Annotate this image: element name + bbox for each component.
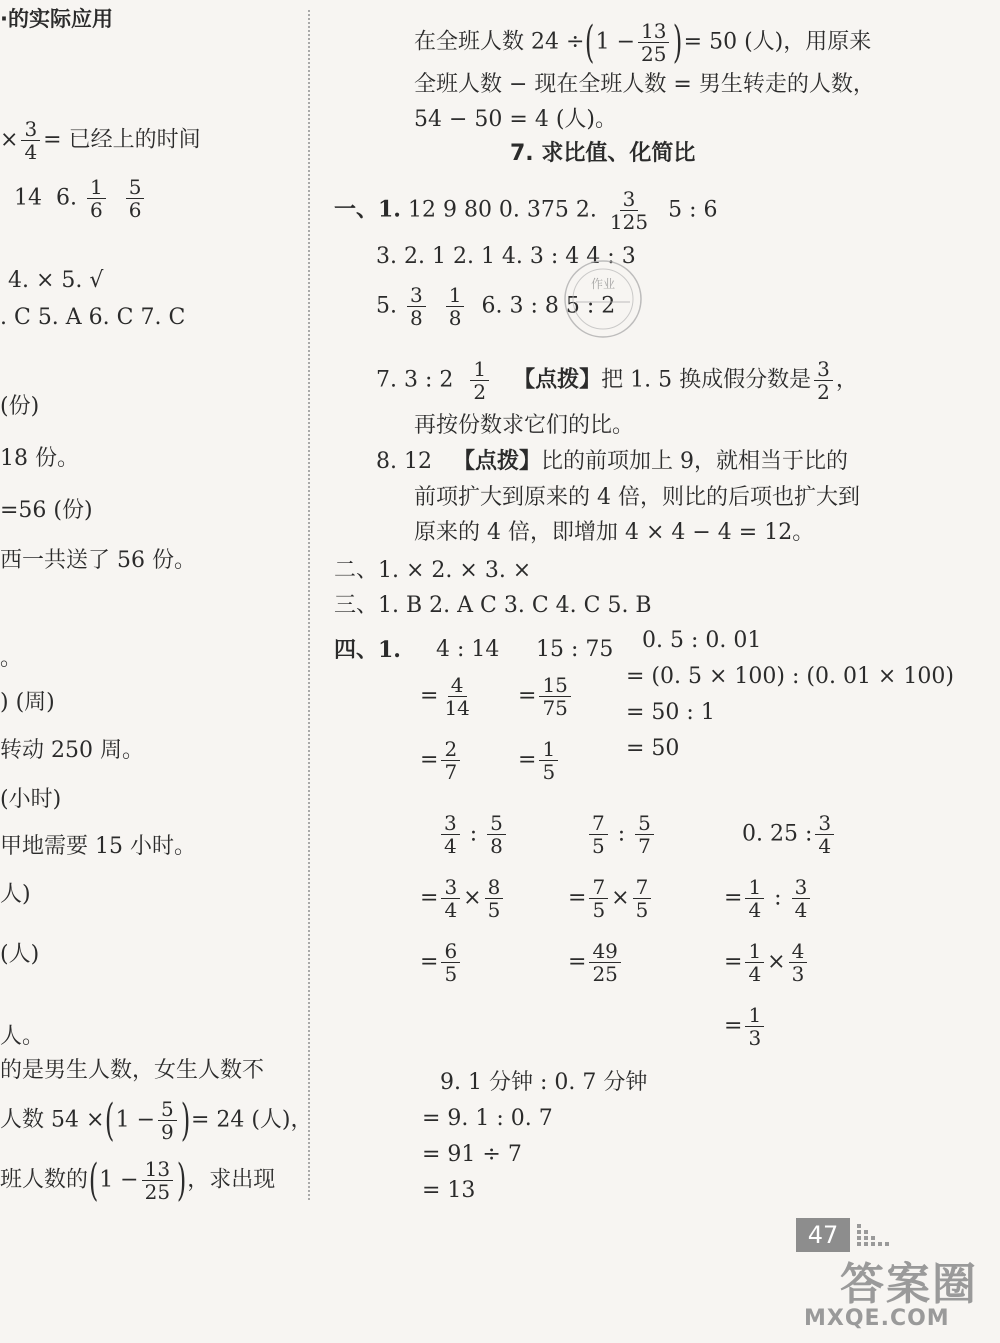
left-line-2: 14 6. $\frac{1}{6}$ $\frac{5}{6}$	[14, 176, 147, 221]
left-line-17: 的是男生人数，女生人数不	[0, 1058, 265, 1083]
calc1-step2: = $\frac{2}{7}$	[420, 738, 463, 783]
calc5-head: $\frac{7}{5}$ : $\frac{5}{7}$	[586, 812, 657, 857]
right-line-3: 54 − 50 = 4 (人)。	[414, 107, 617, 132]
left-line-9: 。	[0, 646, 23, 671]
left-line-13: 甲地需要 15 小时。	[0, 834, 196, 859]
q5-row: 5. $\frac{3}{8}$ $\frac{1}{8}$ 6. 3 : 8 5 : 2	[376, 283, 616, 330]
page-number: 47	[796, 1218, 850, 1252]
calc4-head: $\frac{3}{4}$ : $\frac{5}{8}$	[438, 812, 509, 857]
calc4-step2: = $\frac{6}{5}$	[420, 940, 463, 985]
q8-row: 8. 12 【点拨】比的前项加上 9，就相当于比的	[376, 448, 848, 474]
left-line-12: (小时)	[0, 787, 62, 812]
fraction: $\frac{3}{4}$	[21, 118, 40, 163]
calc7-step1: = 9. 1 : 0. 7	[422, 1106, 553, 1131]
q7-continued: 再按份数求它们的比。	[414, 413, 635, 438]
q7-row: 7. 3 : 2 $\frac{1}{2}$ 【点拨】把 1. 5 换成假分数是 $\frac{3}{2}$ ，	[376, 357, 858, 404]
left-line-14: 人)	[0, 882, 31, 907]
left-line-3: 4. × 5. √	[8, 268, 104, 293]
section-title: 7. 求比值、化简比	[510, 141, 696, 166]
calc5-step2: = $\frac{49}{25}$	[568, 940, 624, 985]
calc3-step2: = 50 : 1	[626, 700, 715, 725]
watermark-bottom: MXQE.COM	[804, 1306, 950, 1331]
calc2-step1: = $\frac{15}{75}$	[518, 674, 574, 719]
left-line-6: 18 份。	[0, 446, 79, 471]
calc4-step1: = $\frac{3}{4}$ × $\frac{8}{5}$	[420, 876, 506, 921]
left-line-11: 转动 250 周。	[0, 738, 144, 763]
left-line-5: (份)	[0, 394, 40, 419]
part2-row: 二、1. × 2. × 3. ×	[334, 558, 532, 583]
left-line-16: 人。	[0, 1024, 45, 1049]
stamp-text: 作业	[590, 277, 616, 291]
calc2-step2: = $\frac{1}{5}$	[518, 738, 561, 783]
stamp-image	[560, 256, 646, 342]
q1-row: 一、1. 12 9 80 0. 375 2. $\frac{3}{125}$ 5 : 6	[334, 187, 718, 234]
left-line-7: =56 (份)	[0, 498, 93, 523]
left-line-19: 班人数的(1 − $\frac{13}{25}$ )，求出现	[0, 1154, 276, 1206]
left-line-4: . C 5. A 6. C 7. C	[0, 305, 186, 330]
calc5-step1: = $\frac{7}{5}$ × $\frac{7}{5}$	[568, 876, 654, 921]
right-line-1: 在全班人数 24 ÷(1 − $\frac{13}{25}$ )= 50 (人)，用原来	[414, 16, 872, 68]
calc6-head: 0. 25 : $\frac{3}{4}$	[742, 812, 837, 857]
part4-label: 四、1.	[334, 637, 401, 663]
q3-row: 3. 2. 1 2. 1 4. 3 : 4 4 : 3	[376, 244, 636, 269]
q8-continued-1: 前项扩大到原来的 4 倍，则比的后项也扩大到	[414, 485, 860, 510]
left-line-8: 西一共送了 56 份。	[0, 548, 196, 573]
calc7-step2: = 91 ÷ 7	[422, 1142, 522, 1167]
calc2-head: 15 : 75	[536, 637, 614, 662]
left-line-18: 人数 54 ×(1 − $\frac{5}{9}$ )= 24 (人)，	[0, 1094, 313, 1146]
calc7-head: 9. 1 分钟 : 0. 7 分钟	[440, 1070, 648, 1095]
column-divider	[308, 10, 310, 1200]
decorative-dots-icon	[855, 1220, 905, 1252]
left-line-10: ) (周)	[0, 690, 55, 715]
q8-continued-2: 原来的 4 倍，即增加 4 × 4 − 4 = 12。	[414, 520, 815, 545]
calc6-step1: = $\frac{1}{4}$ : $\frac{3}{4}$	[724, 876, 813, 921]
calc6-step2: = $\frac{1}{4}$ × $\frac{4}{3}$	[724, 940, 810, 985]
calc6-step3: = $\frac{1}{3}$	[724, 1004, 767, 1049]
left-line-15: (人)	[0, 942, 40, 967]
calc7-step3: = 13	[422, 1178, 476, 1203]
calc3-step1: = (0. 5 × 100) : (0. 01 × 100)	[626, 664, 954, 689]
left-line-1: × $\frac{3}{4}$ = 已经上的时间	[0, 117, 201, 164]
right-line-2: 全班人数 − 现在全班人数 = 男生转走的人数，	[414, 72, 875, 97]
watermark-top: 答案圈	[840, 1259, 978, 1310]
part3-row: 三、1. B 2. A C 3. C 4. C 5. B	[334, 593, 652, 618]
calc3-step3: = 50	[626, 736, 680, 761]
watermark-logo	[800, 1260, 990, 1332]
calc1-head: 4 : 14	[436, 637, 500, 662]
left-heading: ·的实际应用	[0, 7, 113, 31]
calc1-step1: = $\frac{4}{14}$	[420, 673, 470, 720]
calc3-head: 0. 5 : 0. 01	[642, 628, 762, 653]
